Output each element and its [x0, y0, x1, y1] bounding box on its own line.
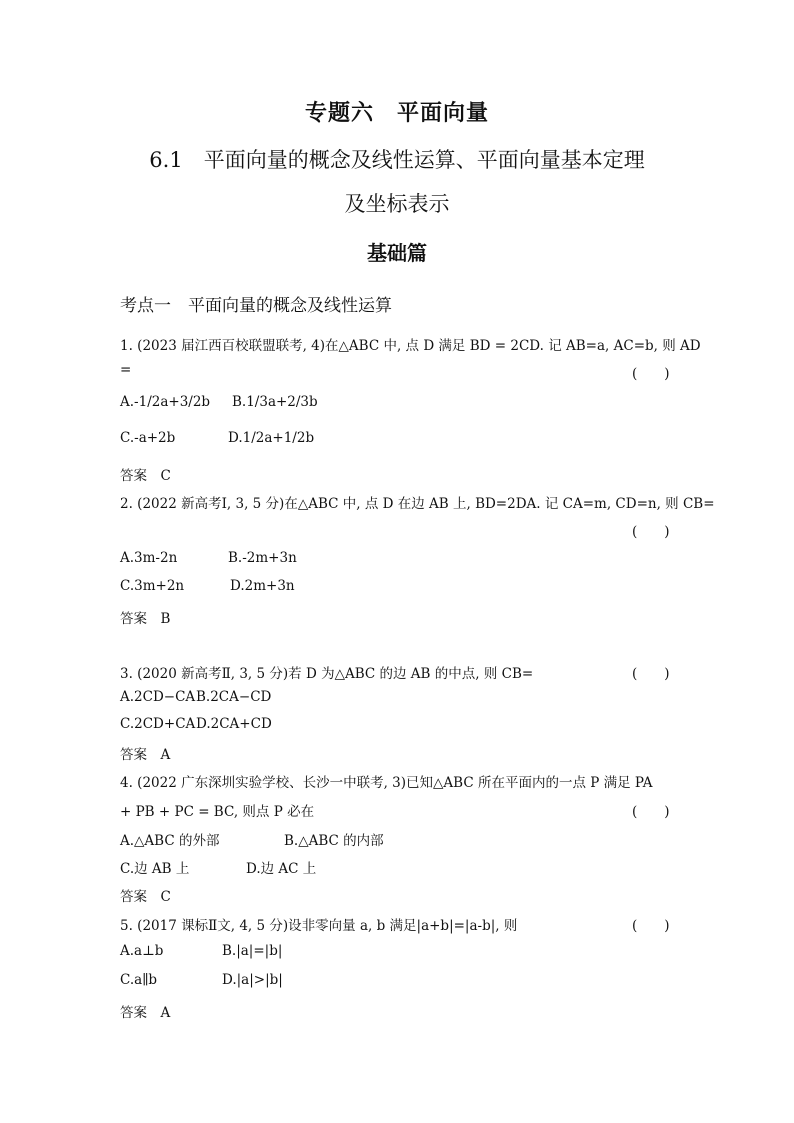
question-1-option-b: B.1/3a+2/3b — [232, 394, 318, 410]
question-1-answer: 答案 C — [120, 468, 171, 484]
question-4-option-d: D.边 AC 上 — [246, 861, 317, 877]
question-1-stem: 1. (2023 届江西百校联盟联考, 4)在△ABC 中, 点 D 满足 BD = 2CD. 记 AB=a, AC=b, 则 AD — [120, 338, 701, 354]
question-2-option-d: D.2m+3n — [230, 578, 295, 594]
question-4-option-c: C.边 AB 上 — [120, 861, 190, 877]
question-3-option-b: B.2CA−CD — [196, 689, 272, 705]
question-2-answer: 答案 B — [120, 611, 171, 627]
question-4-stem: 4. (2022 广东深圳实验学校、长沙一中联考, 3)已知△ABC 所在平面内的一点 P 满足 PA — [120, 775, 653, 791]
question-2-option-c: C.3m+2n — [120, 578, 185, 594]
question-1-stem-cont: = — [120, 362, 132, 378]
question-2-stem: 2. (2022 新高考Ⅰ, 3, 5 分)在△ABC 中, 点 D 在边 AB 上, BD=2DA. 记 CA=m, CD=n, 则 CB= — [120, 496, 715, 512]
question-5-option-c: C.a∥b — [120, 972, 158, 988]
question-3-stem: 3. (2020 新高考Ⅱ, 3, 5 分)若 D 为△ABC 的边 AB 的中点, 则 CB= — [120, 666, 534, 682]
question-1-option-d: D.1/2a+1/2b — [228, 430, 315, 446]
question-3-option-d: D.2CA+CD — [196, 716, 272, 732]
lesson-title-line1: 6.1 平面向量的概念及线性运算、平面向量基本定理 — [149, 148, 645, 172]
section-title: 基础篇 — [367, 241, 427, 265]
question-5-stem: 5. (2017 课标Ⅱ文, 4, 5 分)设非零向量 a, b 满足|a+b|=|a-b|, 则 — [120, 918, 518, 934]
question-4-answer-blank: ( ) — [632, 804, 670, 820]
question-4-stem-cont: + PB + PC = BC, 则点 P 必在 — [120, 804, 315, 820]
question-4-option-a: A.△ABC 的外部 — [120, 833, 220, 849]
question-2-option-a: A.3m-2n — [120, 550, 178, 566]
question-4-option-b: B.△ABC 的内部 — [284, 833, 384, 849]
topic-heading: 考点一 平面向量的概念及线性运算 — [120, 296, 392, 316]
question-2-option-b: B.-2m+3n — [228, 550, 297, 566]
question-5-option-b: B.|a|=|b| — [222, 943, 283, 959]
question-1-option-a: A.-1/2a+3/2b — [120, 394, 211, 410]
question-1-option-c: C.-a+2b — [120, 430, 176, 446]
lesson-title-line2: 及坐标表示 — [344, 192, 450, 216]
question-3-option-a: A.2CD−CA — [120, 689, 196, 705]
question-3-answer: 答案 A — [120, 747, 171, 763]
question-3-option-c: C.2CD+CA — [120, 716, 196, 732]
question-3-answer-blank: ( ) — [632, 666, 670, 682]
question-1-answer-blank: ( ) — [632, 366, 670, 382]
chapter-title: 专题六 平面向量 — [304, 100, 489, 126]
question-5-option-a: A.a⊥b — [120, 943, 164, 959]
question-4-answer: 答案 C — [120, 889, 171, 905]
question-5-answer-blank: ( ) — [632, 918, 670, 934]
question-2-answer-blank: ( ) — [632, 524, 670, 540]
question-5-answer: 答案 A — [120, 1005, 171, 1021]
question-5-option-d: D.|a|>|b| — [222, 972, 283, 988]
